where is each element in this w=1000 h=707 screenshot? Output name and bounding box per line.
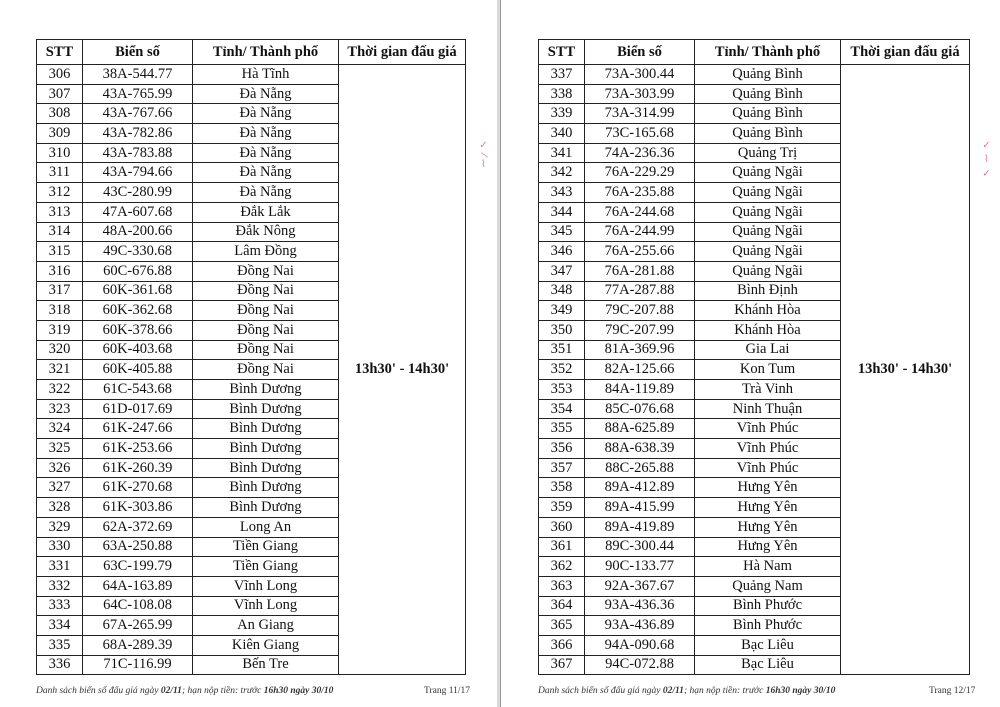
- cell-stt: 327: [37, 478, 83, 498]
- cell-province: Quảng Ngãi: [695, 202, 841, 222]
- cell-stt: 358: [539, 478, 585, 498]
- cell-province: Bình Dương: [193, 478, 339, 498]
- cell-stt: 343: [539, 183, 585, 203]
- cell-plate: 73C-165.68: [585, 124, 695, 144]
- cell-plate: 64C-108.08: [83, 596, 193, 616]
- cell-plate: 43A-783.88: [83, 143, 193, 163]
- cell-stt: 364: [539, 596, 585, 616]
- cell-stt: 311: [37, 163, 83, 183]
- cell-province: Long An: [193, 517, 339, 537]
- document-page-left: [0, 0, 498, 707]
- cell-stt: 365: [539, 616, 585, 636]
- cell-stt: 306: [37, 65, 83, 85]
- cell-province: Tiền Giang: [193, 557, 339, 577]
- cell-province: Vĩnh Phúc: [695, 458, 841, 478]
- cell-province: Quảng Ngãi: [695, 261, 841, 281]
- header-auction-time: Thời gian đấu giá: [841, 40, 970, 65]
- header-auction-time: Thời gian đấu giá: [339, 40, 466, 65]
- cell-province: Tiền Giang: [193, 537, 339, 557]
- cell-stt: 353: [539, 380, 585, 400]
- cell-stt: 325: [37, 439, 83, 459]
- cell-province: Đồng Nai: [193, 340, 339, 360]
- cell-stt: 329: [37, 517, 83, 537]
- cell-province: Bình Dương: [193, 439, 339, 459]
- cell-province: Bến Tre: [193, 655, 339, 675]
- cell-province: Quảng Ngãi: [695, 183, 841, 203]
- cell-province: Đắk Nông: [193, 222, 339, 242]
- cell-plate: 43A-767.66: [83, 104, 193, 124]
- cell-stt: 362: [539, 557, 585, 577]
- header-province: Tỉnh/ Thành phố: [193, 40, 339, 65]
- cell-stt: 333: [37, 596, 83, 616]
- cell-province: Quảng Nam: [695, 576, 841, 596]
- cell-stt: 337: [539, 65, 585, 85]
- cell-stt: 328: [37, 498, 83, 518]
- cell-province: Đà Nẵng: [193, 84, 339, 104]
- cell-plate: 89A-419.89: [585, 517, 695, 537]
- cell-plate: 67A-265.99: [83, 616, 193, 636]
- cell-province: Đà Nẵng: [193, 124, 339, 144]
- cell-province: Quảng Ngãi: [695, 222, 841, 242]
- cell-stt: 346: [539, 242, 585, 262]
- cell-province: Đà Nẵng: [193, 104, 339, 124]
- cell-plate: 47A-607.68: [83, 202, 193, 222]
- cell-plate: 63A-250.88: [83, 537, 193, 557]
- page-number: Trang 11/17: [424, 686, 471, 696]
- cell-stt: 351: [539, 340, 585, 360]
- cell-plate: 93A-436.89: [585, 616, 695, 636]
- cell-stt: 322: [37, 380, 83, 400]
- cell-stt: 319: [37, 320, 83, 340]
- header-plate: Biển số: [83, 40, 193, 65]
- cell-stt: 332: [37, 576, 83, 596]
- cell-province: Đắk Lắk: [193, 202, 339, 222]
- cell-province: Kiên Giang: [193, 635, 339, 655]
- cell-stt: 339: [539, 104, 585, 124]
- cell-stt: 341: [539, 143, 585, 163]
- document-page-right: [500, 0, 1000, 707]
- cell-stt: 326: [37, 458, 83, 478]
- cell-province: Ninh Thuận: [695, 399, 841, 419]
- cell-province: Bình Phước: [695, 596, 841, 616]
- cell-province: Khánh Hòa: [695, 301, 841, 321]
- cell-plate: 74A-236.36: [585, 143, 695, 163]
- cell-province: Quảng Bình: [695, 124, 841, 144]
- cell-province: Đồng Nai: [193, 320, 339, 340]
- cell-province: Đồng Nai: [193, 360, 339, 380]
- cell-stt: 340: [539, 124, 585, 144]
- cell-province: Bình Dương: [193, 498, 339, 518]
- cell-stt: 348: [539, 281, 585, 301]
- cell-plate: 61K-253.66: [83, 439, 193, 459]
- cell-province: An Giang: [193, 616, 339, 636]
- cell-plate: 61D-017.69: [83, 399, 193, 419]
- cell-stt: 335: [37, 635, 83, 655]
- cell-plate: 61K-303.86: [83, 498, 193, 518]
- cell-plate: 61K-247.66: [83, 419, 193, 439]
- cell-plate: 89A-415.99: [585, 498, 695, 518]
- cell-stt: 323: [37, 399, 83, 419]
- cell-province: Đà Nẵng: [193, 183, 339, 203]
- table-header-row: [37, 40, 466, 65]
- cell-stt: 307: [37, 84, 83, 104]
- cell-plate: 62A-372.69: [83, 517, 193, 537]
- cell-stt: 349: [539, 301, 585, 321]
- cell-plate: 85C-076.68: [585, 399, 695, 419]
- cell-province: Hà Nam: [695, 557, 841, 577]
- cell-plate: 68A-289.39: [83, 635, 193, 655]
- header-plate: Biển số: [585, 40, 695, 65]
- cell-stt: 321: [37, 360, 83, 380]
- cell-stt: 360: [539, 517, 585, 537]
- cell-stt: 359: [539, 498, 585, 518]
- cell-stt: 310: [37, 143, 83, 163]
- cell-plate: 43A-794.66: [83, 163, 193, 183]
- cell-stt: 324: [37, 419, 83, 439]
- cell-province: Vĩnh Long: [193, 596, 339, 616]
- cell-plate: 60K-378.66: [83, 320, 193, 340]
- cell-auction-time: 13h30' - 14h30': [339, 65, 466, 675]
- table-row: [539, 65, 970, 85]
- cell-stt: 338: [539, 84, 585, 104]
- cell-province: Trà Vinh: [695, 380, 841, 400]
- cell-stt: 352: [539, 360, 585, 380]
- cell-plate: 61C-543.68: [83, 380, 193, 400]
- cell-province: Quảng Bình: [695, 84, 841, 104]
- cell-stt: 363: [539, 576, 585, 596]
- cell-province: Bạc Liêu: [695, 655, 841, 675]
- cell-plate: 60K-405.88: [83, 360, 193, 380]
- cell-plate: 92A-367.67: [585, 576, 695, 596]
- cell-plate: 61K-270.68: [83, 478, 193, 498]
- cell-plate: 60C-676.88: [83, 261, 193, 281]
- cell-stt: 342: [539, 163, 585, 183]
- cell-province: Hưng Yên: [695, 478, 841, 498]
- cell-stt: 354: [539, 399, 585, 419]
- cell-stt: 316: [37, 261, 83, 281]
- cell-plate: 43A-765.99: [83, 84, 193, 104]
- cell-plate: 81A-369.96: [585, 340, 695, 360]
- cell-stt: 345: [539, 222, 585, 242]
- cell-stt: 357: [539, 458, 585, 478]
- cell-plate: 76A-229.29: [585, 163, 695, 183]
- cell-plate: 76A-255.66: [585, 242, 695, 262]
- cell-stt: 336: [37, 655, 83, 675]
- page-footer-note: Danh sách biển số đấu giá ngày 02/11; hạn nộp tiền: trước 16h30 ngày 30/10: [36, 686, 334, 696]
- cell-plate: 60K-362.68: [83, 301, 193, 321]
- cell-province: Hưng Yên: [695, 498, 841, 518]
- cell-stt: 355: [539, 419, 585, 439]
- cell-plate: 89C-300.44: [585, 537, 695, 557]
- cell-province: Vĩnh Long: [193, 576, 339, 596]
- cell-stt: 308: [37, 104, 83, 124]
- cell-province: Đồng Nai: [193, 261, 339, 281]
- table-row: [37, 65, 466, 85]
- cell-province: Đà Nẵng: [193, 143, 339, 163]
- cell-plate: 73A-314.99: [585, 104, 695, 124]
- cell-plate: 90C-133.77: [585, 557, 695, 577]
- plate-auction-table: [538, 39, 970, 675]
- page-number: Trang 12/17: [929, 686, 976, 696]
- cell-province: Quảng Trị: [695, 143, 841, 163]
- cell-province: Bình Dương: [193, 419, 339, 439]
- cell-province: Kon Tum: [695, 360, 841, 380]
- cell-stt: 315: [37, 242, 83, 262]
- cell-province: Hưng Yên: [695, 537, 841, 557]
- cell-plate: 88A-638.39: [585, 439, 695, 459]
- handwritten-margin-mark: ✓ ⌇ ✓: [981, 140, 992, 180]
- cell-province: Đồng Nai: [193, 301, 339, 321]
- cell-stt: 344: [539, 202, 585, 222]
- cell-province: Lâm Đồng: [193, 242, 339, 262]
- cell-plate: 60K-361.68: [83, 281, 193, 301]
- cell-province: Bạc Liêu: [695, 635, 841, 655]
- handwritten-margin-mark: ✓ ⁄ ⌇: [478, 140, 489, 171]
- cell-plate: 49C-330.68: [83, 242, 193, 262]
- cell-province: Khánh Hòa: [695, 320, 841, 340]
- cell-plate: 89A-412.89: [585, 478, 695, 498]
- cell-stt: 317: [37, 281, 83, 301]
- cell-stt: 314: [37, 222, 83, 242]
- cell-plate: 61K-260.39: [83, 458, 193, 478]
- cell-plate: 63C-199.79: [83, 557, 193, 577]
- header-stt: STT: [539, 40, 585, 65]
- cell-province: Bình Dương: [193, 399, 339, 419]
- cell-province: Bình Dương: [193, 458, 339, 478]
- cell-stt: 309: [37, 124, 83, 144]
- cell-plate: 79C-207.99: [585, 320, 695, 340]
- cell-plate: 82A-125.66: [585, 360, 695, 380]
- cell-province: Hà Tĩnh: [193, 65, 339, 85]
- cell-stt: 356: [539, 439, 585, 459]
- cell-stt: 313: [37, 202, 83, 222]
- cell-plate: 76A-244.99: [585, 222, 695, 242]
- header-stt: STT: [37, 40, 83, 65]
- cell-plate: 84A-119.89: [585, 380, 695, 400]
- cell-stt: 320: [37, 340, 83, 360]
- cell-plate: 76A-244.68: [585, 202, 695, 222]
- cell-plate: 73A-300.44: [585, 65, 695, 85]
- cell-stt: 347: [539, 261, 585, 281]
- cell-stt: 334: [37, 616, 83, 636]
- cell-plate: 79C-207.88: [585, 301, 695, 321]
- table-header-row: [539, 40, 970, 65]
- cell-auction-time: 13h30' - 14h30': [841, 65, 970, 675]
- cell-stt: 361: [539, 537, 585, 557]
- cell-plate: 43A-782.86: [83, 124, 193, 144]
- cell-stt: 330: [37, 537, 83, 557]
- cell-plate: 93A-436.36: [585, 596, 695, 616]
- cell-plate: 94C-072.88: [585, 655, 695, 675]
- cell-province: Vĩnh Phúc: [695, 419, 841, 439]
- cell-plate: 71C-116.99: [83, 655, 193, 675]
- cell-plate: 76A-235.88: [585, 183, 695, 203]
- cell-stt: 350: [539, 320, 585, 340]
- cell-province: Quảng Ngãi: [695, 163, 841, 183]
- cell-province: Quảng Bình: [695, 65, 841, 85]
- cell-province: Quảng Bình: [695, 104, 841, 124]
- cell-stt: 331: [37, 557, 83, 577]
- cell-province: Bình Dương: [193, 380, 339, 400]
- cell-stt: 366: [539, 635, 585, 655]
- cell-plate: 48A-200.66: [83, 222, 193, 242]
- cell-plate: 76A-281.88: [585, 261, 695, 281]
- cell-plate: 38A-544.77: [83, 65, 193, 85]
- cell-plate: 60K-403.68: [83, 340, 193, 360]
- cell-province: Bình Định: [695, 281, 841, 301]
- cell-province: Bình Phước: [695, 616, 841, 636]
- cell-stt: 318: [37, 301, 83, 321]
- cell-province: Hưng Yên: [695, 517, 841, 537]
- header-province: Tỉnh/ Thành phố: [695, 40, 841, 65]
- plate-auction-table: [36, 39, 466, 675]
- cell-plate: 43C-280.99: [83, 183, 193, 203]
- cell-plate: 88A-625.89: [585, 419, 695, 439]
- cell-plate: 73A-303.99: [585, 84, 695, 104]
- cell-province: Quảng Ngãi: [695, 242, 841, 262]
- cell-province: Gia Lai: [695, 340, 841, 360]
- cell-stt: 367: [539, 655, 585, 675]
- cell-province: Vĩnh Phúc: [695, 439, 841, 459]
- cell-plate: 94A-090.68: [585, 635, 695, 655]
- page-footer-note: Danh sách biển số đấu giá ngày 02/11; hạn nộp tiền: trước 16h30 ngày 30/10: [538, 686, 836, 696]
- cell-plate: 64A-163.89: [83, 576, 193, 596]
- cell-province: Đồng Nai: [193, 281, 339, 301]
- cell-province: Đà Nẵng: [193, 163, 339, 183]
- cell-stt: 312: [37, 183, 83, 203]
- cell-plate: 77A-287.88: [585, 281, 695, 301]
- cell-plate: 88C-265.88: [585, 458, 695, 478]
